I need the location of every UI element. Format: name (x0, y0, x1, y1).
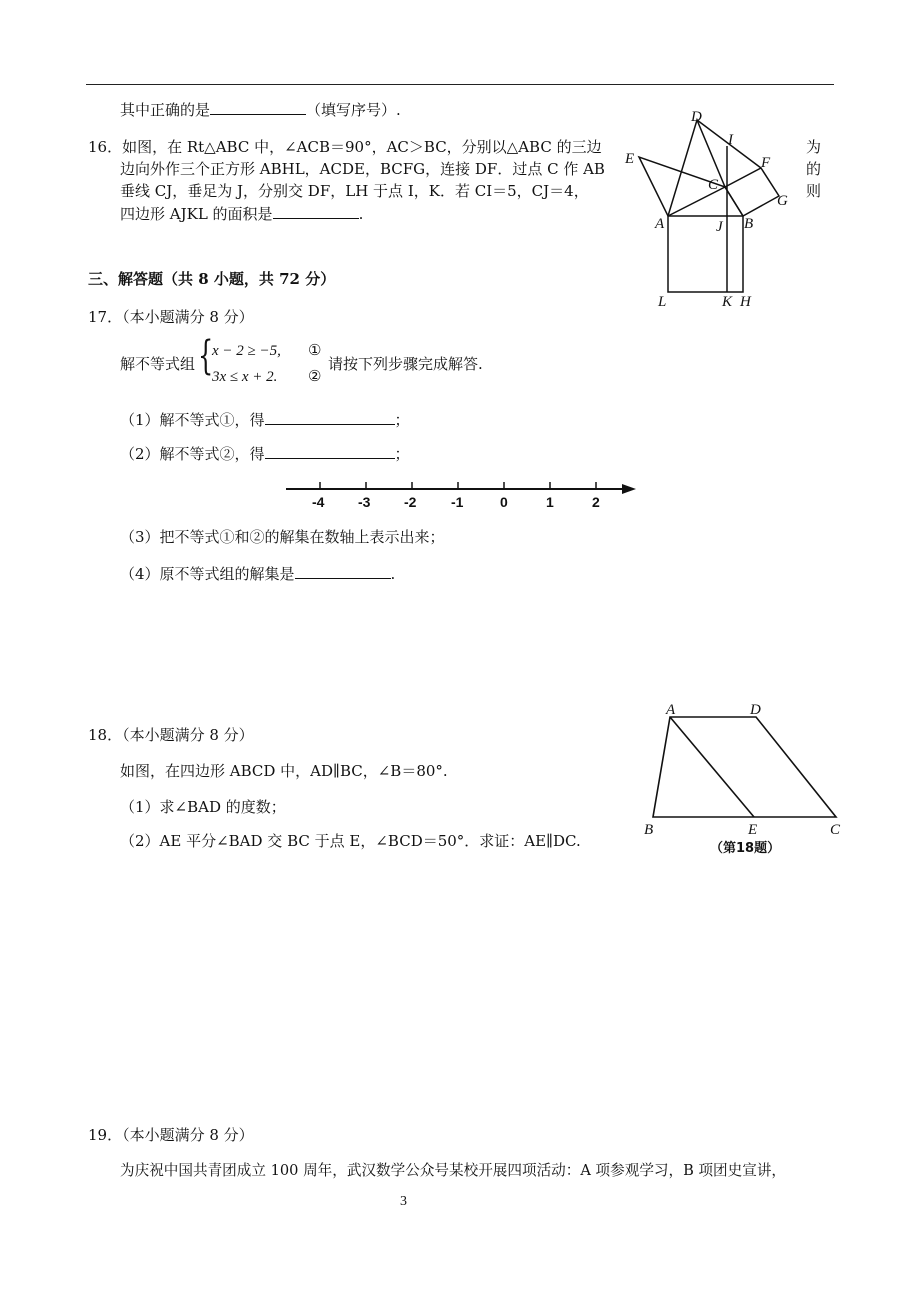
tick-label: -1 (451, 494, 464, 510)
page-number: 3 (400, 1194, 407, 1209)
q17-brace: { (198, 333, 214, 379)
q17-step4-end: . (390, 565, 396, 583)
q15-answer-blank[interactable] (210, 98, 306, 115)
label-e: E (748, 822, 758, 838)
number-line-arrow (622, 484, 636, 494)
q19-header: 19．（本小题满分 8 分） (88, 1126, 254, 1144)
q17-header: 17．（本小题满分 8 分） (88, 308, 254, 326)
q17-step2 (120, 442, 410, 465)
tick-label: 1 (546, 494, 554, 510)
q17-step1 (120, 408, 410, 431)
q17-step4-text: （4）原不等式组的解集是 (120, 565, 295, 583)
q17-step3: （3）把不等式①和②的解集在数轴上表示出来； (120, 528, 445, 546)
label-j: J (716, 219, 723, 235)
q17-eq1-mark: ① (308, 343, 322, 359)
q18-figure (640, 698, 846, 860)
label-g: G (777, 193, 788, 209)
quad-abcd (653, 717, 836, 817)
q16-text-4-end: . (358, 205, 364, 223)
label-c: C (708, 177, 719, 193)
q18-part2: （2）AE 平分∠BAD 交 BC 于点 E，∠BCD＝50°．求证：AE∥DC. (120, 832, 581, 850)
q16-line4 (120, 202, 363, 225)
q16-line2: 边向外作三个正方形 ABHL，ACDE，BCFG，连接 DF．过点 C 作 AB (120, 160, 605, 178)
q18-line1: 如图，在四边形 ABCD 中，AD∥BC，∠B＝80°. (120, 762, 448, 780)
label-a: A (666, 702, 676, 718)
q16-side-1: 为 (806, 138, 822, 156)
tick-label: 2 (592, 494, 600, 510)
q16-text-1: 如图，在 Rt△ABC 中，∠ACB＝90°，AC＞BC，分别以△ABC 的三边 (122, 138, 602, 156)
square-acde (639, 120, 725, 216)
q16-line1 (88, 136, 602, 158)
q17-step4-blank[interactable] (295, 562, 391, 579)
q17-step4 (120, 562, 395, 585)
line-ae (670, 717, 754, 817)
q17-eq2-mark: ② (308, 369, 322, 385)
tick-label: -2 (404, 494, 417, 510)
q16-side-3: 则 (806, 182, 822, 200)
q17-instruction: 请按下列步骤完成解答. (328, 355, 483, 373)
tick-label: -4 (312, 494, 325, 510)
label-b: B (744, 216, 754, 232)
header-rule (86, 84, 834, 85)
number-line-ticks (320, 482, 596, 489)
q15-answer-line (120, 98, 401, 121)
q17-step2-end: ； (394, 445, 410, 463)
q17-step1-text: （1）解不等式①，得 (120, 411, 265, 429)
q17-eq2: 3x ≤ x + 2. (212, 369, 278, 385)
label-i: I (728, 132, 733, 148)
square-bcfg (725, 168, 779, 216)
q17-step1-end: ； (394, 411, 410, 429)
q19-line1: 为庆祝中国共青团成立 100 周年，武汉数学公众号某校开展四项活动：A 项参观学习，B 项团史宣讲， (120, 1162, 787, 1179)
label-l: L (658, 294, 667, 310)
label-h: H (740, 294, 751, 310)
q17-eq1: x − 2 ≥ −5, (212, 343, 281, 359)
label-d: D (691, 109, 702, 125)
section3-title: 三、解答题（共 8 小题，共 72 分） (88, 270, 336, 288)
q17-step2-text: （2）解不等式②，得 (120, 445, 265, 463)
number-line[interactable] (284, 476, 640, 512)
q17-step1-blank[interactable] (265, 408, 395, 425)
tick-label: -3 (358, 494, 371, 510)
q16-number: 16． (88, 138, 123, 156)
square-abhl (668, 216, 743, 292)
q18-caption: （第18题） (710, 841, 781, 856)
label-a: A (655, 216, 665, 232)
q16-text-4: 四边形 AJKL 的面积是 (120, 205, 273, 223)
label-k: K (722, 294, 733, 310)
q17-intro: 解不等式组 (120, 355, 196, 373)
label-d: D (750, 702, 761, 718)
q18-part1: （1）求∠BAD 的度数； (120, 798, 286, 816)
q18-header: 18．（本小题满分 8 分） (88, 726, 254, 744)
q16-answer-blank[interactable] (273, 202, 359, 219)
q16-figure (620, 108, 800, 312)
tick-label: 0 (500, 494, 508, 510)
q15-suffix: （填写序号）. (306, 101, 401, 119)
q15-prefix: 其中正确的是 (120, 101, 211, 119)
q16-line3: 垂线 CJ，垂足为 J，分别交 DF，LH 于点 I，K．若 CI＝5，CJ＝4， (120, 182, 589, 200)
label-e: E (625, 151, 635, 167)
label-f: F (761, 155, 771, 171)
q17-step2-blank[interactable] (265, 442, 395, 459)
label-b: B (644, 822, 654, 838)
label-c: C (830, 822, 841, 838)
q16-side-2: 的 (806, 160, 822, 178)
